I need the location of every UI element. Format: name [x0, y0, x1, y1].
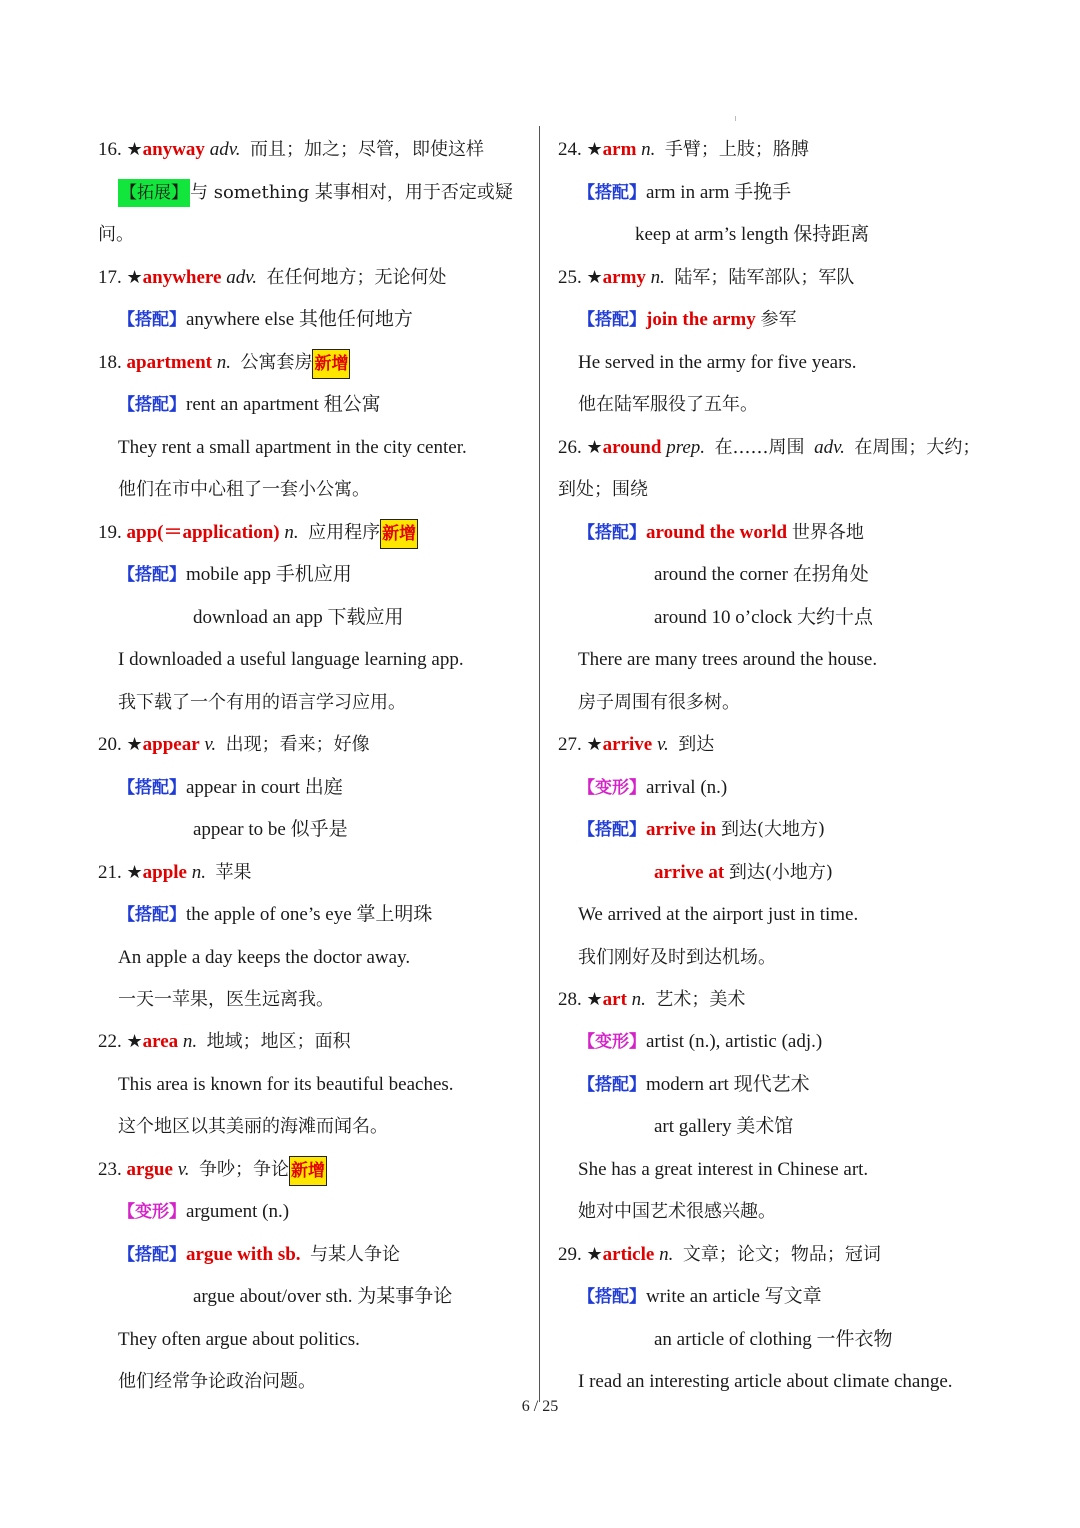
entry-28-collocation: 【搭配】modern art 现代艺术	[578, 1074, 810, 1095]
entry-23-variant: 【变形】argument (n.)	[118, 1201, 290, 1222]
headword: anyway	[142, 139, 205, 160]
entry-19-example-cn: 我下载了一个有用的语言学习应用。	[118, 692, 406, 713]
headword: argue	[126, 1159, 173, 1180]
entry-25-example-cn: 他在陆军服役了五年。	[578, 394, 758, 415]
entry-16-extension: 【拓展】 与 something 某事相对，用于否定或疑	[118, 172, 513, 214]
entry-17-collocation: 【搭配】anywhere else 其他任何地方	[118, 309, 413, 330]
entry-19-collocation: 【搭配】mobile app 手机应用	[118, 564, 352, 585]
headword: appear	[142, 734, 200, 755]
headword: article	[602, 1244, 655, 1265]
entry-29-collocation-2: an article of clothing 一件衣物	[654, 1329, 893, 1350]
star-icon: ★	[586, 267, 603, 288]
entry-17-heading: 17. ★anywhere adv. 在任何地方；无论何处	[98, 267, 447, 288]
entry-24-collocation: 【搭配】arm in arm 手挽手	[578, 182, 792, 203]
entry-25-heading: 25. ★army n. 陆军；陆军部队；军队	[558, 267, 855, 288]
entry-26-collocation: 【搭配】around the world 世界各地	[578, 522, 864, 543]
star-icon: ★	[586, 139, 603, 160]
new-badge: 新增	[380, 519, 418, 549]
entry-18-example-en: They rent a small apartment in the city center.	[118, 437, 467, 458]
headword: apartment	[126, 352, 212, 373]
entry-16-heading: 16. ★anyway adv. 而且；加之；尽管，即使这样	[98, 139, 484, 160]
headword: apple	[142, 862, 187, 883]
entry-21-collocation: 【搭配】the apple of one’s eye 掌上明珠	[118, 904, 433, 925]
entry-25-collocation: 【搭配】join the army 参军	[578, 309, 797, 330]
entry-29-example-en: I read an interesting article about climate change.	[578, 1371, 953, 1392]
extension-tag: 【拓展】	[118, 179, 190, 207]
headword: app(＝application)	[126, 522, 280, 543]
entry-21-heading: 21. ★apple n. 苹果	[98, 862, 252, 883]
star-icon: ★	[126, 734, 143, 755]
entry-23-example-cn: 他们经常争论政治问题。	[118, 1371, 316, 1392]
entry-25-example-en: He served in the army for five years.	[578, 352, 857, 373]
star-icon: ★	[126, 139, 143, 160]
entry-29-heading: 29. ★article n. 文章；论文；物品；冠词	[558, 1244, 881, 1265]
new-badge: 新增	[289, 1156, 327, 1186]
entry-27-example-en: We arrived at the airport just in time.	[578, 904, 859, 925]
entry-27-collocation-2: arrive at 到达(小地方)	[654, 862, 833, 883]
entry-26-definition-cont: 到处；围绕	[558, 479, 648, 500]
entry-19-heading: 19. app(＝application) n. 应用程序 新增	[98, 512, 418, 554]
entry-26-example-en: There are many trees around the house.	[578, 649, 878, 670]
star-icon: ★	[126, 862, 143, 883]
entry-23-collocation: 【搭配】argue with sb. 与某人争论	[118, 1244, 401, 1265]
entry-19-example-en: I downloaded a useful language learning app.	[118, 649, 464, 670]
page-number: 6 / 25	[521, 1398, 559, 1415]
entry-24-heading: 24. ★arm n. 手臂；上肢；胳膊	[558, 139, 809, 160]
entry-16-extension-cont: 问。	[98, 224, 134, 245]
star-icon: ★	[586, 734, 603, 755]
star-icon: ★	[126, 1031, 143, 1052]
entry-20-heading: 20. ★appear v. 出现；看来；好像	[98, 734, 370, 755]
new-badge: 新增	[312, 349, 350, 379]
entry-28-example-en: She has a great interest in Chinese art.	[578, 1159, 869, 1180]
entry-18-example-cn: 他们在市中心租了一套小公寓。	[118, 479, 370, 500]
entry-23-collocation-2: argue about/over sth. 为某事争论	[193, 1286, 453, 1307]
star-icon: ★	[586, 1244, 603, 1265]
headword: arrive	[602, 734, 653, 755]
headword: around	[602, 437, 662, 458]
headword: army	[602, 267, 646, 288]
entry-22-example-cn: 这个地区以其美丽的海滩而闻名。	[118, 1116, 388, 1137]
entry-28-heading: 28. ★art n. 艺术；美术	[558, 989, 746, 1010]
header-mark	[735, 116, 736, 121]
entry-28-variant: 【变形】artist (n.), artistic (adj.)	[578, 1031, 823, 1052]
headword: arm	[602, 139, 637, 160]
entry-21-example-cn: 一天一苹果，医生远离我。	[118, 989, 334, 1010]
entry-28-collocation-2: art gallery 美术馆	[654, 1116, 794, 1137]
entry-18-heading: 18. apartment n. 公寓套房 新增	[98, 342, 350, 384]
star-icon: ★	[126, 267, 143, 288]
entry-18-collocation: 【搭配】rent an apartment 租公寓	[118, 394, 381, 415]
entry-27-example-cn: 我们刚好及时到达机场。	[578, 947, 776, 968]
entry-27-variant: 【变形】arrival (n.)	[578, 777, 728, 798]
entry-24-collocation-2: keep at arm’s length 保持距离	[635, 224, 870, 245]
entry-22-example-en: This area is known for its beautiful beaches.	[118, 1074, 454, 1095]
entry-23-example-en: They often argue about politics.	[118, 1329, 360, 1350]
headword: anywhere	[142, 267, 222, 288]
entry-20-collocation: 【搭配】appear in court 出庭	[118, 777, 343, 798]
entry-26-collocation-2: around the corner 在拐角处	[654, 564, 869, 585]
headword: area	[142, 1031, 179, 1052]
star-icon: ★	[586, 989, 603, 1010]
star-icon: ★	[586, 437, 603, 458]
entry-26-collocation-3: around 10 o’clock 大约十点	[654, 607, 873, 628]
entry-26-example-cn: 房子周围有很多树。	[578, 692, 740, 713]
entry-19-collocation-2: download an app 下载应用	[193, 607, 404, 628]
entry-27-collocation: 【搭配】arrive in 到达(大地方)	[578, 819, 825, 840]
entry-20-collocation-2: appear to be 似乎是	[193, 819, 348, 840]
headword: art	[602, 989, 627, 1010]
entry-21-example-en: An apple a day keeps the doctor away.	[118, 947, 411, 968]
entry-29-collocation: 【搭配】write an article 写文章	[578, 1286, 822, 1307]
entry-27-heading: 27. ★arrive v. 到达	[558, 734, 715, 755]
entry-22-heading: 22. ★area n. 地域；地区；面积	[98, 1031, 351, 1052]
column-divider	[539, 126, 540, 1402]
entry-23-heading: 23. argue v. 争吵；争论 新增	[98, 1149, 327, 1191]
entry-28-example-cn: 她对中国艺术很感兴趣。	[578, 1201, 776, 1222]
entry-26-heading: 26. ★around prep. 在……周围 adv. 在周围；大约；	[558, 437, 981, 458]
